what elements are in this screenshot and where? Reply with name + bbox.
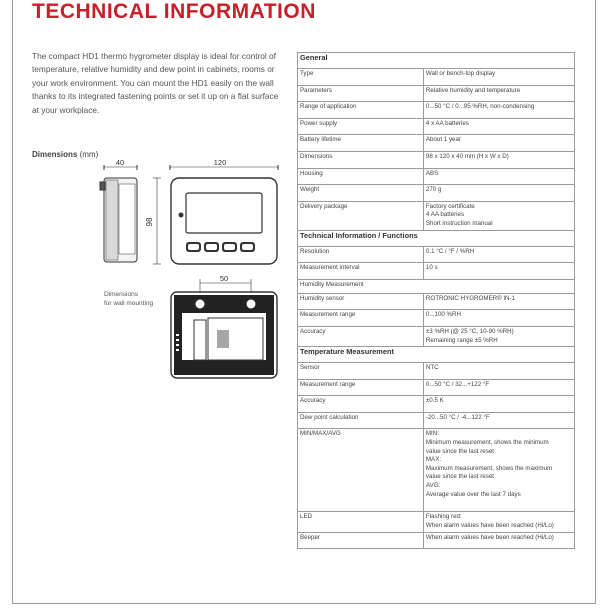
wall-label-line-1: Dimensions xyxy=(104,291,138,298)
spec-value: 98 x 120 x 40 mm (H x W x D) xyxy=(423,151,574,168)
spec-value: NTC xyxy=(423,363,574,380)
humidity-rows xyxy=(298,293,575,326)
spec-line: When alarm values have been reached (Hi/Lo) xyxy=(425,522,554,530)
spec-value: 4 x AA batteries xyxy=(423,118,574,135)
technical-rows xyxy=(298,246,575,279)
spec-row xyxy=(298,69,575,86)
spec-row xyxy=(298,363,575,380)
spec-key: Battery lifetime xyxy=(298,135,424,152)
spec-key: Measurement interval xyxy=(298,263,424,280)
spec-row xyxy=(298,185,575,202)
spec-key: Dimensions xyxy=(298,151,424,168)
spec-key: LED xyxy=(298,512,424,532)
spec-key: Resolution xyxy=(298,246,424,263)
spec-row xyxy=(298,310,575,327)
section-heading-technical: Technical Information / Functions xyxy=(298,230,575,246)
spec-key: Dew point calculation xyxy=(298,412,424,429)
side-view-drawing xyxy=(100,165,137,262)
spec-line: ±3 %RH (@ 25 °C, 10-90 %RH) xyxy=(425,327,514,335)
spec-line: Average value over the last 7 days xyxy=(425,490,521,498)
section-heading-humidity: Humidity Measurement xyxy=(298,279,575,293)
temperature-rows xyxy=(298,363,575,429)
spec-value: 0...50 °C / 32...+122 °F xyxy=(423,379,574,396)
spec-line: Flashing red: xyxy=(425,513,462,521)
front-view-drawing xyxy=(153,165,278,264)
spec-row xyxy=(298,151,575,168)
width-dimension: 120 xyxy=(213,158,227,167)
spec-row xyxy=(298,102,575,119)
section-heading-general: General xyxy=(298,53,575,69)
spec-row xyxy=(298,246,575,263)
spec-row xyxy=(298,118,575,135)
spec-key: Weight xyxy=(298,185,424,202)
height-dimension: 98 xyxy=(145,217,154,227)
wall-label-line-2: for wall mounting xyxy=(104,300,154,307)
spec-value: 0...50 °C / 0...95 %RH, non-condensing xyxy=(423,102,574,119)
dimensions-label-text: Dimensions xyxy=(32,150,78,159)
spec-value: ABS xyxy=(423,168,574,185)
spec-key: Accuracy xyxy=(298,396,424,413)
back-view-drawing xyxy=(171,279,277,378)
spec-key: MIN/MAX/AVG xyxy=(298,429,424,512)
spec-value: -20...50 °C / -4...122 °F xyxy=(423,412,574,429)
spec-value: Relative humidity and temperature xyxy=(423,85,574,102)
spec-key: Delivery package xyxy=(298,201,424,230)
spec-line: Remaining range ±5 %RH xyxy=(425,336,498,344)
spec-line: MAX: xyxy=(425,456,442,464)
spec-value: ±0.5 K xyxy=(423,396,574,413)
spec-line: Short instruction manual xyxy=(425,219,493,227)
spec-value: 0...100 %RH xyxy=(423,310,574,327)
spec-row xyxy=(298,168,575,185)
spec-key: Measurement range xyxy=(298,379,424,396)
spec-key: Accuracy xyxy=(298,326,424,346)
spec-row xyxy=(298,135,575,152)
intro-paragraph: The compact HD1 thermo hygrometer display is ideal for control of temperature, relative humidity and dew point in cabinets, rooms or your work environment. You can mount the HD1 easily on the wall thanks to its integrated fastening points or set it up on a flat surface at your workplace. xyxy=(32,51,279,115)
spec-line: Minimum measurement, shows the minimum xyxy=(425,439,549,447)
general-rows xyxy=(298,69,575,202)
spec-line: Maximum measurement, shows the maximum xyxy=(425,464,553,472)
dimensions-unit: (mm) xyxy=(79,150,99,159)
spec-key: Range of application xyxy=(298,102,424,119)
spec-line: MIN: xyxy=(425,430,439,438)
page-title: TECHNICAL INFORMATION xyxy=(32,0,316,23)
section-heading-temperature: Temperature Measurement xyxy=(298,347,575,363)
spec-key: Beeper xyxy=(298,532,424,549)
spec-row xyxy=(298,263,575,280)
spec-key: Power supply xyxy=(298,118,424,135)
spec-key: Measurement range xyxy=(298,310,424,327)
spec-line: AVG: xyxy=(425,482,441,490)
spec-key: Type xyxy=(298,69,424,86)
spec-line: 4 AA batteries xyxy=(425,211,465,219)
spec-row xyxy=(298,85,575,102)
spec-value: About 1 year xyxy=(423,135,574,152)
spec-value-multiline xyxy=(423,326,574,346)
spec-key: Housing xyxy=(298,168,424,185)
depth-dimension: 40 xyxy=(115,158,125,167)
spec-row xyxy=(298,412,575,429)
spec-line: value since the last reset xyxy=(425,447,495,455)
spec-value: Wall or bench-top display xyxy=(423,69,574,86)
spec-row xyxy=(298,379,575,396)
spec-table xyxy=(297,52,575,549)
spec-key: Parameters xyxy=(298,85,424,102)
spec-value: 10 s xyxy=(423,263,574,280)
spec-line: value since the last reset xyxy=(425,473,495,481)
spec-value: ROTRONIC HYGROMER® IN-1 xyxy=(423,293,574,310)
spec-value: When alarm values have been reached (Hi/Lo) xyxy=(423,532,574,549)
spec-line: Factory certificate xyxy=(425,202,475,210)
spec-row xyxy=(298,293,575,310)
spec-value-multiline xyxy=(423,201,574,230)
spec-row xyxy=(298,396,575,413)
spec-key: Humidity sensor xyxy=(298,293,424,310)
spec-value: 270 g xyxy=(423,185,574,202)
spec-value-multiline xyxy=(423,512,574,532)
spec-value-multiline xyxy=(423,429,574,512)
spec-key: Sensor xyxy=(298,363,424,380)
spec-value: 0.1 °C / °F / %RH xyxy=(423,246,574,263)
hole-spacing-dimension: 50 xyxy=(219,274,229,283)
